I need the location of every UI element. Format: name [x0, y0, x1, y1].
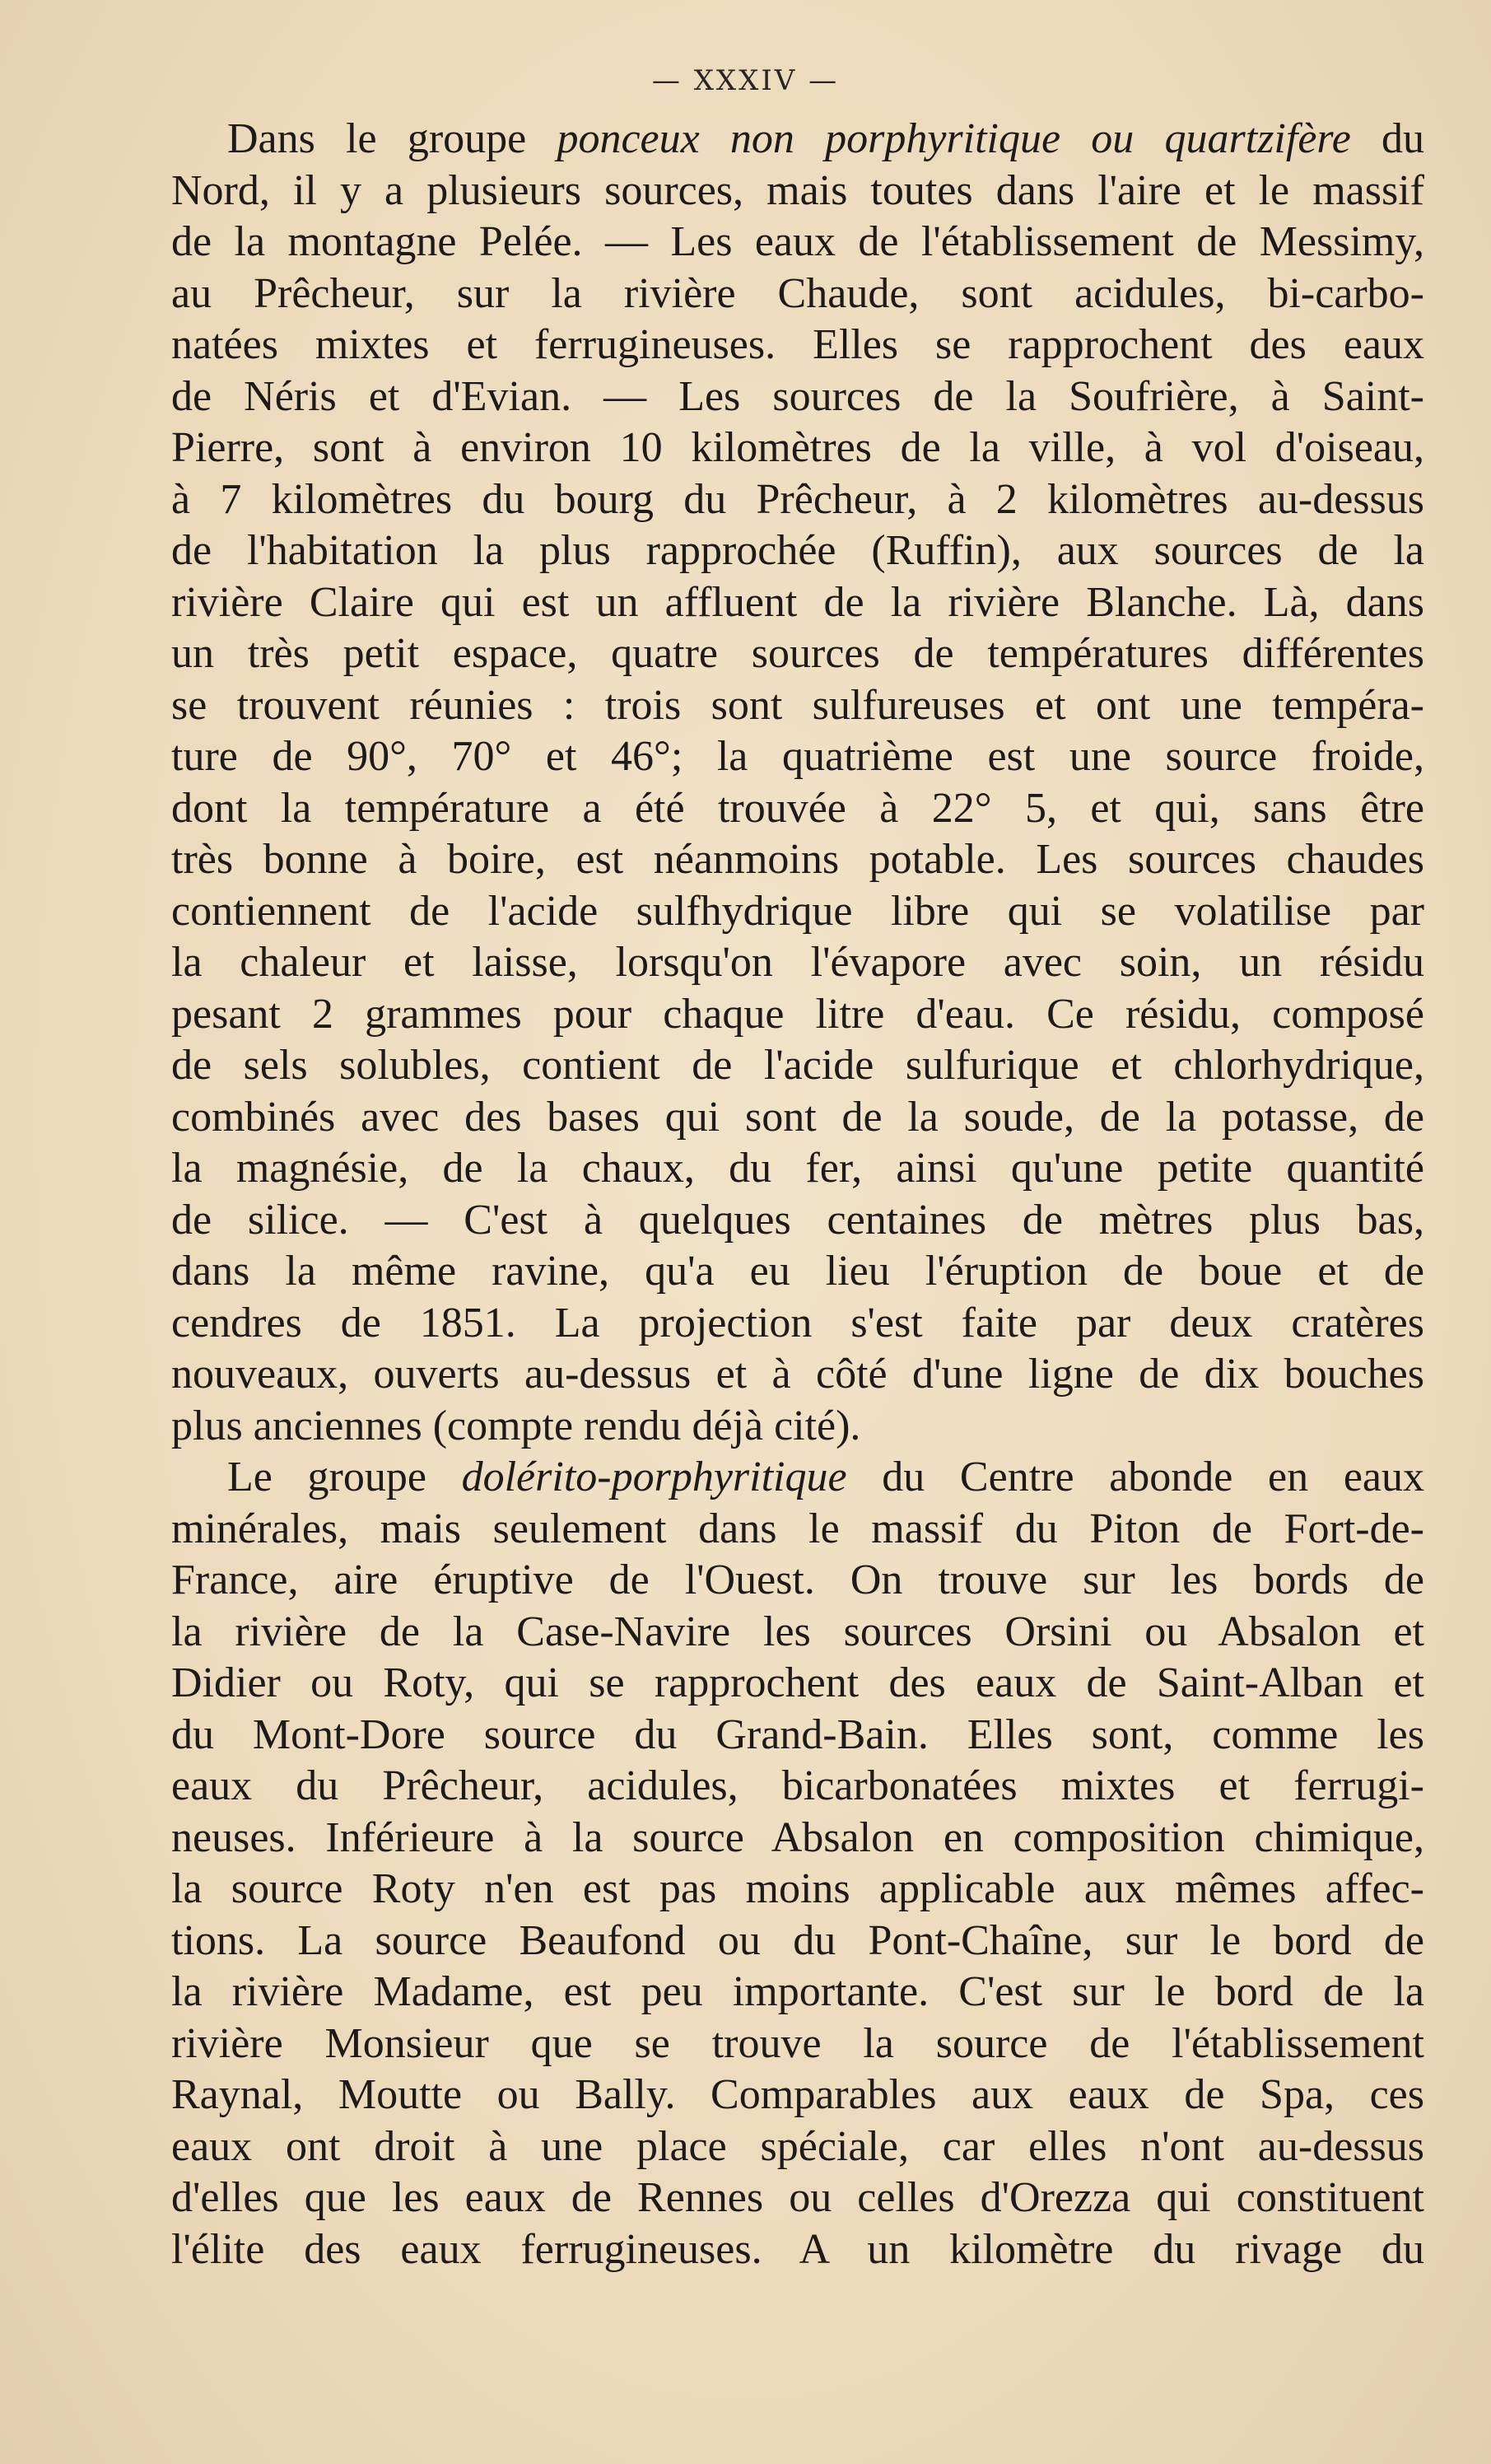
text-segment: la source Roty n'en est pas moins applicable aux mêmes affec- — [171, 1865, 1424, 1912]
text-line — [171, 1916, 1424, 1967]
text-line — [171, 1555, 1424, 1607]
text-line — [171, 1401, 1424, 1453]
text-segment: très bonne à boire, est néanmoins potable. Les sources chaudes — [171, 836, 1424, 883]
text-segment: de la montagne Pelée. — Les eaux de l'établissement de Messimy, — [171, 218, 1424, 265]
text-segment: minérales, mais seulement dans le massif du Piton de Fort-de- — [171, 1505, 1424, 1552]
text-segment: d'elles que les eaux de Rennes ou celles d'Orezza qui constituent — [171, 2174, 1424, 2221]
text-segment: Dans le groupe — [227, 115, 557, 162]
text-line — [171, 886, 1424, 938]
italic-segment: ponceux non porphyritique ou quartzifère — [557, 115, 1351, 162]
text-line — [171, 2018, 1424, 2070]
text-line — [171, 1298, 1424, 1350]
text-segment: rivière Monsieur que se trouve la source de l'établissement — [171, 2019, 1424, 2067]
text-segment: nouveaux, ouverts au-dessus et à côté d'une ligne de dix bouches — [171, 1351, 1424, 1398]
text-line — [171, 834, 1424, 886]
text-line — [171, 1246, 1424, 1298]
text-segment: au Prêcheur, sur la rivière Chaude, sont acidules, bi-carbo- — [171, 269, 1424, 317]
body-text — [171, 114, 1424, 2275]
text-segment: cendres de 1851. La projection s'est faite par deux cratères — [171, 1299, 1424, 1346]
text-segment: du — [1350, 115, 1425, 162]
text-line — [171, 731, 1424, 783]
text-line — [171, 1195, 1424, 1247]
text-line — [171, 1504, 1424, 1556]
text-line — [171, 166, 1424, 217]
text-line — [171, 989, 1424, 1041]
text-segment: la rivière Madame, est peu importante. C'est sur le bord de la — [171, 1968, 1424, 2015]
text-line — [171, 2172, 1424, 2224]
text-segment: Nord, il y a plusieurs sources, mais toutes dans l'aire et le massif — [171, 166, 1424, 214]
text-segment: Didier ou Roty, qui se rapprochent des eaux de Saint-Alban et — [171, 1659, 1424, 1706]
text-segment: pesant 2 grammes pour chaque litre d'eau. Ce résidu, composé — [171, 990, 1424, 1038]
text-segment: France, aire éruptive de l'Ouest. On trouve sur les bords de — [171, 1556, 1424, 1603]
text-line — [171, 422, 1424, 474]
text-line — [171, 680, 1424, 732]
text-segment: contiennent de l'acide sulfhydrique libre qui se volatilise par — [171, 887, 1424, 935]
text-line — [171, 320, 1424, 371]
text-segment: eaux du Prêcheur, acidules, bicarbonatées mixtes et ferrugi- — [171, 1762, 1424, 1809]
text-line — [171, 371, 1424, 423]
text-line — [171, 628, 1424, 680]
text-line — [171, 2070, 1424, 2121]
text-segment: de Néris et d'Evian. — Les sources de la Soufrière, à Saint- — [171, 372, 1424, 420]
text-line — [171, 217, 1424, 268]
text-segment: de silice. — C'est à quelques centaines de mètres plus bas, — [171, 1196, 1424, 1244]
text-segment: de l'habitation la plus rapprochée (Ruffin), aux sources de la — [171, 527, 1424, 574]
text-segment: du Centre abonde en eaux — [846, 1454, 1424, 1500]
text-segment: se trouvent réunies : trois sont sulfureuses et ont une tempéra- — [171, 681, 1424, 729]
paragraph — [171, 114, 1424, 1452]
text-line — [171, 1092, 1424, 1144]
text-line — [171, 1658, 1424, 1710]
text-line — [171, 577, 1424, 629]
text-line — [171, 2121, 1424, 2173]
text-segment: Le groupe — [227, 1454, 462, 1500]
text-line — [171, 1143, 1424, 1195]
page-number-header: — XXXIV — — [651, 64, 840, 97]
text-line — [171, 1761, 1424, 1813]
text-line — [171, 2224, 1424, 2276]
text-line — [171, 1607, 1424, 1659]
text-line — [171, 268, 1424, 320]
italic-segment: dolérito-porphyritique — [461, 1454, 847, 1500]
text-segment: dont la température a été trouvée à 22° 5, et qui, sans être — [171, 784, 1424, 832]
text-segment: la rivière de la Case-Navire les sources Orsini ou Absalon et — [171, 1608, 1424, 1655]
text-segment: neuses. Inférieure à la source Absalon en composition chimique, — [171, 1813, 1424, 1861]
text-segment: natées mixtes et ferrugineuses. Elles se rapprochent des eaux — [171, 321, 1424, 368]
text-line — [171, 1864, 1424, 1916]
text-segment: l'élite des eaux ferrugineuses. A un kilomètre du rivage du — [171, 2225, 1424, 2273]
text-segment: dans la même ravine, qu'a eu lieu l'éruption de boue et de — [171, 1248, 1424, 1295]
text-segment: combinés avec des bases qui sont de la soude, de la potasse, de — [171, 1093, 1424, 1141]
text-segment: la magnésie, de la chaux, du fer, ainsi qu'une petite quantité — [171, 1145, 1424, 1192]
text-line — [171, 1813, 1424, 1864]
text-line — [171, 1452, 1424, 1504]
text-line — [171, 114, 1424, 166]
text-segment: un très petit espace, quatre sources de températures différentes — [171, 630, 1424, 677]
text-line — [171, 525, 1424, 577]
text-segment: tions. La source Beaufond ou du Pont-Chaîne, sur le bord de — [171, 1916, 1424, 1964]
text-segment: ture de 90°, 70° et 46°; la quatrième est une source froide, — [171, 733, 1424, 780]
text-line — [171, 474, 1424, 526]
text-segment: la chaleur et laisse, lorsqu'on l'évapore avec soin, un résidu — [171, 939, 1424, 986]
text-segment: rivière Claire qui est un affluent de la rivière Blanche. Là, dans — [171, 578, 1424, 626]
text-line — [171, 1967, 1424, 2018]
text-segment: Pierre, sont à environ 10 kilomètres de la ville, à vol d'oiseau, — [171, 424, 1424, 471]
text-line — [171, 1040, 1424, 1092]
text-segment: du Mont-Dore source du Grand-Bain. Elles sont, comme les — [171, 1710, 1424, 1758]
text-segment: à 7 kilomètres du bourg du Prêcheur, à 2 kilomètres au-dessus — [171, 475, 1424, 523]
text-segment: Raynal, Moutte ou Bally. Comparables aux eaux de Spa, ces — [171, 2071, 1424, 2118]
text-segment: de sels solubles, contient de l'acide sulfurique et chlorhydrique, — [171, 1042, 1424, 1089]
text-segment: plus anciennes (compte rendu déjà cité). — [171, 1402, 861, 1449]
text-line — [171, 783, 1424, 835]
text-line — [171, 1710, 1424, 1762]
text-line — [171, 937, 1424, 989]
paragraph — [171, 1452, 1424, 2275]
text-segment: eaux ont droit à une place spéciale, car elles n'ont au-dessus — [171, 2122, 1424, 2170]
text-line — [171, 1349, 1424, 1401]
